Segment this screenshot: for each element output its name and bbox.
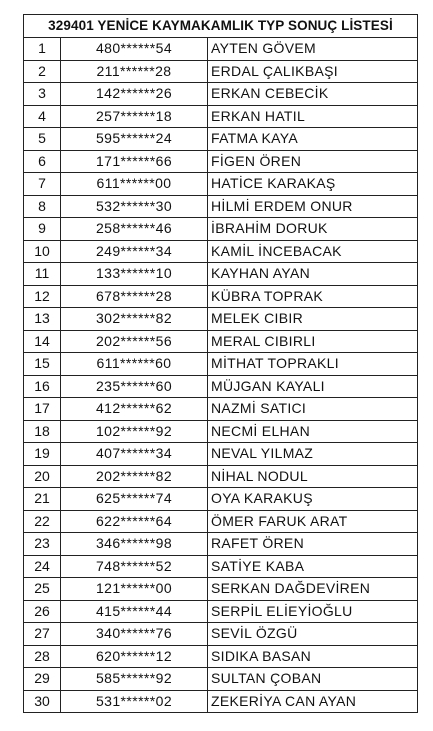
full-name: SULTAN ÇOBAN	[208, 668, 418, 691]
full-name: NECMİ ELHAN	[208, 420, 418, 443]
table-row	[24, 263, 418, 286]
full-name: SERPİL ELİEYİOĞLU	[208, 600, 418, 623]
full-name: SEVİL ÖZGÜ	[208, 623, 418, 646]
row-number: 18	[24, 420, 61, 443]
masked-id-number: 532******30	[61, 195, 208, 218]
table-row	[24, 600, 418, 623]
masked-id-number: 622******64	[61, 510, 208, 533]
row-number: 16	[24, 375, 61, 398]
masked-id-number: 211******28	[61, 60, 208, 83]
full-name: SATİYE KABA	[208, 555, 418, 578]
list-title: 329401 YENİCE KAYMAKAMLIK TYP SONUÇ LİSTESİ	[24, 15, 418, 38]
masked-id-number: 142******26	[61, 83, 208, 106]
masked-id-number: 595******24	[61, 128, 208, 151]
row-number: 12	[24, 285, 61, 308]
row-number: 1	[24, 38, 61, 61]
full-name: FİGEN ÖREN	[208, 150, 418, 173]
full-name: SERKAN DAĞDEVİREN	[208, 578, 418, 601]
full-name: MÜJGAN KAYALI	[208, 375, 418, 398]
row-number: 7	[24, 173, 61, 196]
row-number: 23	[24, 533, 61, 556]
masked-id-number: 121******00	[61, 578, 208, 601]
masked-id-number: 102******92	[61, 420, 208, 443]
row-number: 19	[24, 443, 61, 466]
masked-id-number: 340******76	[61, 623, 208, 646]
table-row	[24, 375, 418, 398]
row-number: 26	[24, 600, 61, 623]
full-name: KAMİL İNCEBACAK	[208, 240, 418, 263]
full-name: FATMA KAYA	[208, 128, 418, 151]
full-name: SIDIKA BASAN	[208, 645, 418, 668]
masked-id-number: 257******18	[61, 105, 208, 128]
masked-id-number: 480******54	[61, 38, 208, 61]
masked-id-number: 171******66	[61, 150, 208, 173]
table-row	[24, 285, 418, 308]
masked-id-number: 302******82	[61, 308, 208, 331]
row-number: 20	[24, 465, 61, 488]
full-name: MERAL CIBIRLI	[208, 330, 418, 353]
full-name: MİTHAT TOPRAKLI	[208, 353, 418, 376]
table-row	[24, 330, 418, 353]
table-row	[24, 150, 418, 173]
full-name: RAFET ÖREN	[208, 533, 418, 556]
masked-id-number: 412******62	[61, 398, 208, 421]
row-number: 22	[24, 510, 61, 533]
row-number: 17	[24, 398, 61, 421]
table-row	[24, 83, 418, 106]
full-name: HATİCE KARAKAŞ	[208, 173, 418, 196]
table-row	[24, 38, 418, 61]
row-number: 10	[24, 240, 61, 263]
table-row	[24, 240, 418, 263]
table-row	[24, 60, 418, 83]
table-row	[24, 690, 418, 713]
row-number: 25	[24, 578, 61, 601]
masked-id-number: 611******00	[61, 173, 208, 196]
row-number: 29	[24, 668, 61, 691]
masked-id-number: 235******60	[61, 375, 208, 398]
full-name: KÜBRA TOPRAK	[208, 285, 418, 308]
row-number: 15	[24, 353, 61, 376]
masked-id-number: 585******92	[61, 668, 208, 691]
full-name: NEVAL YILMAZ	[208, 443, 418, 466]
table-row	[24, 555, 418, 578]
full-name: NİHAL NODUL	[208, 465, 418, 488]
title-row	[24, 15, 418, 38]
table-row	[24, 443, 418, 466]
row-number: 24	[24, 555, 61, 578]
table-row	[24, 128, 418, 151]
row-number: 8	[24, 195, 61, 218]
row-number: 27	[24, 623, 61, 646]
result-list-sheet	[23, 14, 417, 713]
table-row	[24, 488, 418, 511]
row-number: 13	[24, 308, 61, 331]
full-name: ERKAN HATIL	[208, 105, 418, 128]
full-name: OYA KARAKUŞ	[208, 488, 418, 511]
masked-id-number: 407******34	[61, 443, 208, 466]
table-row	[24, 645, 418, 668]
table-row	[24, 218, 418, 241]
masked-id-number: 249******34	[61, 240, 208, 263]
masked-id-number: 748******52	[61, 555, 208, 578]
masked-id-number: 625******74	[61, 488, 208, 511]
table-row	[24, 105, 418, 128]
full-name: HİLMİ ERDEM ONUR	[208, 195, 418, 218]
masked-id-number: 415******44	[61, 600, 208, 623]
table-row	[24, 420, 418, 443]
table-row	[24, 465, 418, 488]
table-row	[24, 398, 418, 421]
table-row	[24, 173, 418, 196]
full-name: ÖMER FARUK ARAT	[208, 510, 418, 533]
masked-id-number: 531******02	[61, 690, 208, 713]
result-rows	[24, 38, 418, 713]
table-row	[24, 533, 418, 556]
row-number: 11	[24, 263, 61, 286]
full-name: ZEKERİYA CAN AYAN	[208, 690, 418, 713]
masked-id-number: 346******98	[61, 533, 208, 556]
row-number: 2	[24, 60, 61, 83]
masked-id-number: 258******46	[61, 218, 208, 241]
masked-id-number: 133******10	[61, 263, 208, 286]
row-number: 5	[24, 128, 61, 151]
full-name: AYTEN GÖVEM	[208, 38, 418, 61]
masked-id-number: 620******12	[61, 645, 208, 668]
table-row	[24, 308, 418, 331]
row-number: 21	[24, 488, 61, 511]
table-row	[24, 195, 418, 218]
full-name: NAZMİ SATICI	[208, 398, 418, 421]
masked-id-number: 611******60	[61, 353, 208, 376]
table-row	[24, 578, 418, 601]
full-name: İBRAHİM DORUK	[208, 218, 418, 241]
table-row	[24, 668, 418, 691]
row-number: 14	[24, 330, 61, 353]
row-number: 30	[24, 690, 61, 713]
masked-id-number: 202******82	[61, 465, 208, 488]
full-name: MELEK CIBIR	[208, 308, 418, 331]
row-number: 4	[24, 105, 61, 128]
masked-id-number: 202******56	[61, 330, 208, 353]
row-number: 9	[24, 218, 61, 241]
full-name: KAYHAN AYAN	[208, 263, 418, 286]
table-row	[24, 510, 418, 533]
row-number: 6	[24, 150, 61, 173]
table-row	[24, 623, 418, 646]
full-name: ERKAN CEBECİK	[208, 83, 418, 106]
result-table	[23, 14, 418, 713]
row-number: 3	[24, 83, 61, 106]
full-name: ERDAL ÇALIKBAŞI	[208, 60, 418, 83]
masked-id-number: 678******28	[61, 285, 208, 308]
row-number: 28	[24, 645, 61, 668]
table-row	[24, 353, 418, 376]
